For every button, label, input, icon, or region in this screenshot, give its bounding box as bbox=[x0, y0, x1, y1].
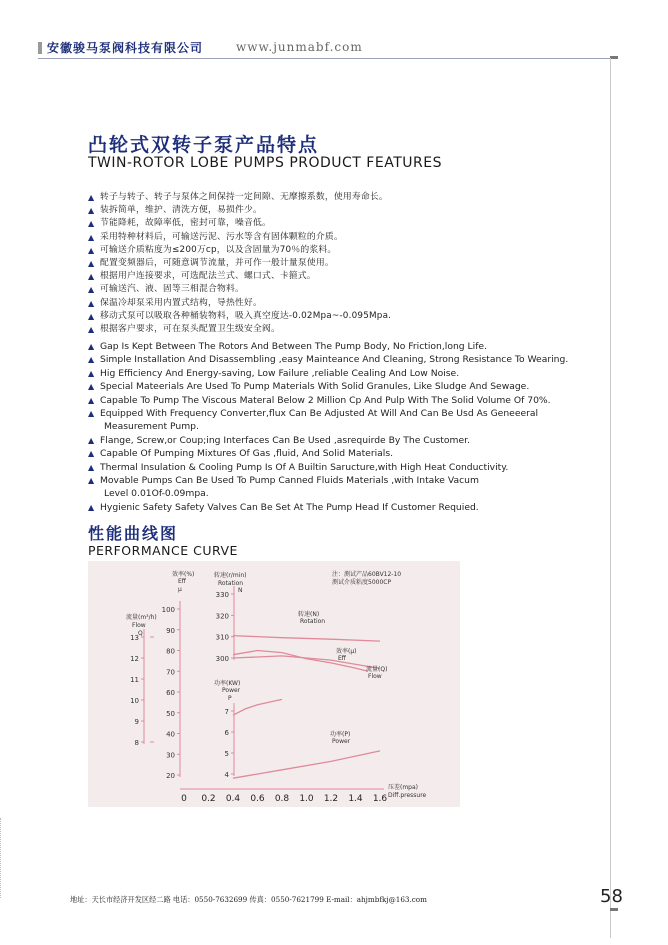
eff-tick-label: 60 bbox=[166, 689, 175, 697]
x-axis-label-en: Diff.pressure bbox=[388, 792, 427, 799]
flow-series-label-en: Flow bbox=[368, 673, 382, 680]
footer-address: 地址：天长市经济开发区经二路 电话：0550-7632699 传真：0550-7621799 E-mail：ahjmbfkj@163.com bbox=[70, 895, 427, 904]
power-series-line bbox=[233, 751, 380, 778]
performance-chart bbox=[88, 561, 460, 807]
eff-tick-label: 70 bbox=[166, 668, 175, 677]
feature-en-item bbox=[88, 407, 568, 420]
flow-tick-label: 11 bbox=[130, 676, 139, 684]
triangle-bullet-icon: ▲ bbox=[88, 435, 95, 445]
feature-en-item-text: Hygienic Safety Safety Valves Can Be Set At The Pump Head If Customer Requied. bbox=[100, 501, 479, 513]
feature-en-item bbox=[88, 447, 568, 460]
feature-cn-item bbox=[88, 257, 391, 270]
rotation-series-label-en: Rotation bbox=[300, 618, 326, 625]
triangle-bullet-icon: ▲ bbox=[88, 449, 95, 459]
triangle-bullet-icon: ▲ bbox=[88, 382, 95, 392]
eff-tick-label: 40 bbox=[166, 730, 175, 739]
x-tick-label: 1.2 bbox=[323, 794, 339, 804]
triangle-bullet-icon: ▲ bbox=[88, 409, 95, 419]
power-series-label-en: Power bbox=[332, 738, 351, 745]
triangle-bullet-icon: ▲ bbox=[88, 342, 95, 351]
power-tick-label: 4 bbox=[224, 771, 229, 779]
features-list-cn bbox=[88, 191, 391, 336]
performance-title-cn: 性能曲线图 bbox=[88, 524, 179, 543]
x-tick-label: 0.2 bbox=[201, 794, 216, 804]
triangle-bullet-icon: ▲ bbox=[88, 355, 95, 365]
feature-cn-item-text: 装拆简单，维护、清洗方便，易损件少。 bbox=[100, 205, 262, 216]
power-axis-symbol: P bbox=[228, 695, 232, 702]
eff-axis-symbol: μ bbox=[178, 586, 182, 593]
chart-note-line: 测试介质粘度5000CP bbox=[332, 579, 392, 586]
triangle-bullet-icon: ▲ bbox=[88, 245, 95, 255]
rotation-axis-label-cn: 转速(r/min) bbox=[214, 572, 247, 579]
flow-tick-label: 10 bbox=[130, 697, 139, 705]
feature-cn-item bbox=[88, 323, 391, 336]
flow-tick-label: 8 bbox=[134, 739, 139, 747]
eff-tick-label: 100 bbox=[161, 606, 175, 614]
feature-en-item-text: Gap Is Kept Between The Rotors And Between The Pump Body, No Friction,long Life. bbox=[100, 341, 488, 352]
feature-cn-item-text: 节能降耗，故障率低，密封可靠，噪音低。 bbox=[100, 218, 271, 229]
rotation-tick-label: 310 bbox=[215, 633, 229, 642]
left-margin-dots bbox=[0, 818, 3, 898]
feature-en-item bbox=[88, 474, 568, 487]
x-axis-label-cn: 压差(mpa) bbox=[388, 784, 419, 791]
x-tick-label: 1.4 bbox=[348, 794, 363, 804]
flow-axis-label-cn: 流量(m³/h) bbox=[126, 614, 157, 621]
company-name: 安徽骏马泵阀科技有限公司 bbox=[47, 41, 204, 55]
feature-en-item-text: Thermal Insulation & Cooling Pump Is Of A Builtin Saructure,with High Heat Conductivity. bbox=[100, 461, 509, 473]
feature-en-item bbox=[88, 380, 568, 393]
feature-cn-item-text: 移动式泵可以吸取各种桶装物料，吸入真空度达-0.02Mpa~-0.095Mpa. bbox=[100, 310, 392, 321]
eff-tick-label: 80 bbox=[166, 647, 175, 656]
feature-cn-item bbox=[88, 270, 391, 283]
triangle-bullet-icon: ▲ bbox=[88, 285, 95, 295]
x-tick-label: 0 bbox=[181, 794, 187, 804]
feature-cn-item bbox=[88, 217, 391, 230]
triangle-bullet-icon: ▲ bbox=[88, 395, 95, 405]
triangle-bullet-icon: ▲ bbox=[88, 311, 95, 321]
eff-axis-label-en: Eff bbox=[178, 578, 186, 585]
power-axis-label-en: Power bbox=[222, 687, 241, 694]
eff-tick-label: 90 bbox=[166, 626, 175, 635]
rotation-tick-label: 330 bbox=[215, 591, 229, 599]
company-url[interactable]: www.junmabf.com bbox=[236, 40, 363, 54]
x-tick-label: 1.6 bbox=[372, 794, 388, 804]
feature-cn-item-text: 根据用户连接要求，可选配法兰式、螺口式、卡箍式。 bbox=[100, 271, 316, 282]
eff-tick-label: 30 bbox=[166, 751, 175, 760]
triangle-bullet-icon: ▲ bbox=[88, 368, 95, 378]
rotation-tick-label: 320 bbox=[215, 612, 229, 621]
flow-series-label-cn: 流量(Q) bbox=[366, 666, 388, 673]
efficiency-series-label-cn: 效率(μ) bbox=[336, 648, 357, 655]
rotation-tick-label: 300 bbox=[215, 655, 229, 663]
rotation-axis-symbol: N bbox=[238, 587, 243, 594]
triangle-bullet-icon: ▲ bbox=[88, 325, 95, 335]
top-tick-mark bbox=[610, 56, 618, 59]
page-number: 58 bbox=[600, 886, 623, 907]
feature-cn-item-text: 根据客户要求，可在泵头配置卫生级安全阀。 bbox=[100, 324, 280, 335]
eff-axis-label-cn: 效率(%) bbox=[172, 571, 195, 578]
triangle-bullet-icon: ▲ bbox=[88, 259, 95, 269]
triangle-bullet-icon: ▲ bbox=[88, 476, 95, 486]
feature-cn-item bbox=[88, 231, 391, 244]
feature-cn-item bbox=[88, 310, 391, 323]
rotation-series-label-cn: 转速(N) bbox=[298, 611, 320, 618]
x-tick-label: 0.8 bbox=[274, 794, 290, 804]
triangle-bullet-icon: ▲ bbox=[88, 502, 95, 512]
x-tick-label: 0.4 bbox=[225, 794, 241, 804]
triangle-bullet-icon: ▲ bbox=[88, 219, 95, 229]
power-axis-label-cn: 功率(KW) bbox=[214, 680, 241, 687]
feature-en-item bbox=[88, 434, 568, 447]
flow-tick-label: 12 bbox=[130, 655, 139, 663]
header-rule bbox=[38, 58, 610, 59]
performance-title-en: PERFORMANCE CURVE bbox=[88, 543, 238, 558]
efficiency-series-label-en: Eff bbox=[338, 655, 346, 662]
x-tick-label: 0.6 bbox=[250, 794, 265, 804]
power-tick-label: 5 bbox=[224, 750, 229, 758]
feature-cn-item bbox=[88, 191, 391, 204]
feature-cn-item bbox=[88, 204, 391, 217]
flow-tick-label: 13 bbox=[130, 634, 139, 642]
feature-en-item-text: Equipped With Frequency Converter,flux Can Be Adjusted At Will And Can Be Usd As Geneeeral bbox=[100, 408, 539, 420]
triangle-bullet-icon: ▲ bbox=[88, 298, 95, 308]
feature-en-item-text: Hig Efficiency And Energy-saving, Low Failure ,reliable Cealing And Low Noise. bbox=[100, 367, 460, 379]
page-header bbox=[0, 0, 668, 70]
features-title-en: TWIN-ROTOR LOBE PUMPS PRODUCT FEATURES bbox=[88, 155, 442, 171]
eff-tick-label: 50 bbox=[166, 709, 175, 718]
feature-en-item bbox=[88, 353, 568, 366]
flow-axis-label-en: Flow bbox=[132, 622, 146, 629]
x-tick-label: 1.0 bbox=[299, 794, 314, 804]
feature-en-item bbox=[88, 340, 568, 353]
feature-en-item-text: Movable Pumps Can Be Used To Pump Canned Fluids Materials ,with Intake Vacum bbox=[100, 475, 479, 487]
chart-note-line: 注：测试产品60BV12-10 bbox=[332, 571, 402, 578]
power-curve-series-line bbox=[233, 699, 282, 715]
triangle-bullet-icon: ▲ bbox=[88, 272, 95, 282]
flow-tick-label: 9 bbox=[134, 718, 139, 726]
feature-cn-item-text: 可输送介质粘度为≤200万cp，以及含固量为70％的浆料。 bbox=[100, 244, 337, 255]
feature-cn-item-text: 采用特种材料后，可输送污泥、污水等含有固体颗粒的介质。 bbox=[100, 231, 343, 242]
right-margin-rule bbox=[610, 58, 611, 938]
power-tick-label: 6 bbox=[224, 729, 229, 737]
feature-cn-item bbox=[88, 244, 391, 257]
feature-en-item-continuation: Level 0.01Of-0.09mpa. bbox=[104, 488, 209, 500]
brand-bar bbox=[38, 42, 42, 54]
performance-chart-svg bbox=[88, 561, 460, 807]
feature-en-item bbox=[88, 461, 568, 474]
rotation-axis-label-en: Rotation bbox=[218, 580, 244, 587]
feature-en-item bbox=[88, 501, 568, 514]
features-list-en bbox=[88, 340, 568, 514]
feature-en-item-text: Flange, Screw,or Coup;ing Interfaces Can Be Used ,asrequirde By The Customer. bbox=[100, 434, 470, 446]
triangle-bullet-icon: ▲ bbox=[88, 232, 95, 242]
triangle-bullet-icon: ▲ bbox=[88, 206, 95, 216]
power-series-label-cn: 功率(P) bbox=[330, 731, 351, 738]
rotation-series-line bbox=[233, 636, 380, 642]
flow-series-line bbox=[233, 656, 380, 669]
feature-en-item-continuation: Measurement Pump. bbox=[104, 421, 199, 433]
footer-tick-mark bbox=[610, 908, 618, 911]
feature-en-item-text: Simple Installation And Disassembling ,easy Mainteance And Cleaning, Strong Resistance To Wearing. bbox=[100, 354, 569, 366]
feature-cn-item-text: 配置变频器后，可随意调节流量，并可作一般计量泵使用。 bbox=[100, 258, 334, 269]
features-title-cn: 凸轮式双转子泵产品特点 bbox=[88, 134, 320, 156]
feature-cn-item bbox=[88, 297, 391, 310]
feature-en-item bbox=[88, 394, 568, 407]
feature-cn-item-text: 保温冷却泵采用内置式结构，导热性好。 bbox=[100, 297, 262, 308]
triangle-bullet-icon: ▲ bbox=[88, 462, 95, 472]
feature-cn-item bbox=[88, 283, 391, 296]
eff-tick-label: 20 bbox=[166, 772, 175, 780]
feature-en-item-text: Special Mateerials Are Used To Pump Materials With Solid Granules, Like Sludge And Sewage. bbox=[100, 381, 530, 393]
flow-axis-symbol: Q bbox=[138, 630, 143, 637]
feature-cn-item-text: 可输送汽、液、固等三相混合物料。 bbox=[100, 284, 244, 295]
feature-en-item bbox=[88, 367, 568, 380]
power-tick-label: 7 bbox=[224, 708, 229, 716]
feature-en-item-text: Capable Of Pumping Mixtures Of Gas ,fluid, And Solid Materials. bbox=[100, 448, 394, 460]
triangle-bullet-icon: ▲ bbox=[88, 193, 95, 202]
feature-cn-item-text: 转子与转子、转子与泵体之间保持一定间隙、无摩擦系数，使用寿命长。 bbox=[100, 192, 388, 202]
feature-en-item-text: Capable To Pump The Viscous Materal Below 2 Million Cp And Pulp With The Solid Volume Of 70%. bbox=[100, 394, 551, 406]
